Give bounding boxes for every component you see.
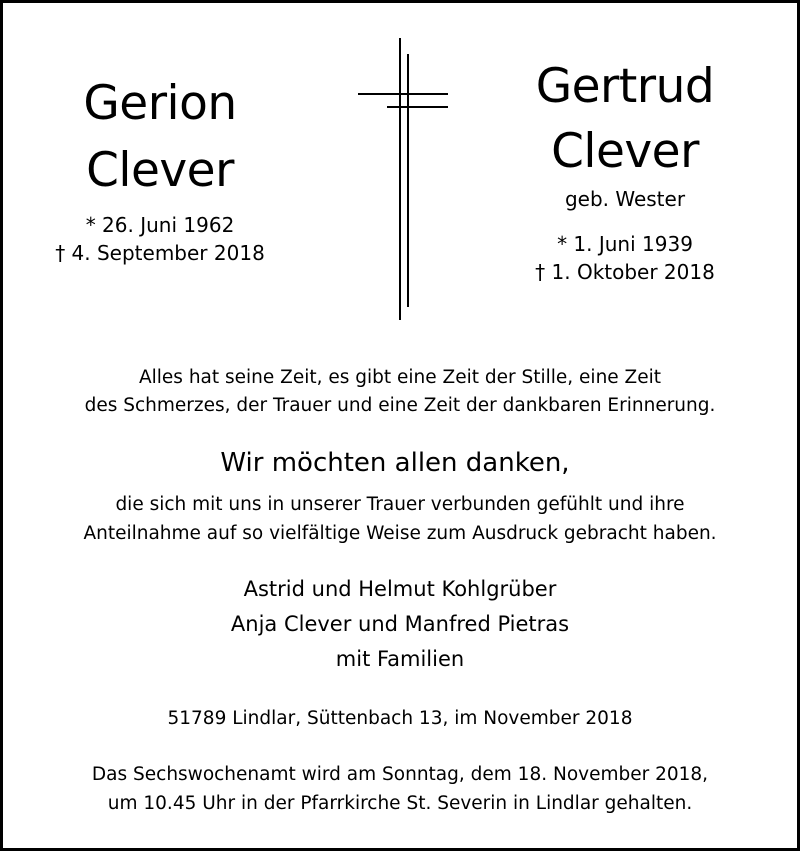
left-birth-date: * 26. Juni 1962 (85, 213, 235, 237)
family-line-1: Astrid und Helmut Kohlgrüber (243, 577, 557, 601)
service-line-1: Das Sechswochenamt wird am Sonntag, dem 18. November 2018, (91, 764, 709, 785)
quote-line-1: Alles hat seine Zeit, es gibt eine Zeit der Stille, eine Zeit (138, 367, 662, 388)
right-maiden-name: geb. Wester (564, 187, 686, 211)
family-line-3: mit Familien (335, 647, 465, 671)
thanks-line-2: Anteilnahme auf so vielfältige Weise zum Ausdruck gebracht haben. (83, 523, 717, 544)
right-last-name: Clever (551, 124, 699, 179)
left-first-name: Gerion (83, 76, 237, 131)
right-death-date: † 1. Oktober 2018 (535, 260, 715, 284)
address-line: 51789 Lindlar, Süttenbach 13, im November 2018 (167, 708, 633, 729)
service-line-2: um 10.45 Uhr in der Pfarrkirche St. Severin in Lindlar gehalten. (107, 793, 693, 814)
thanks-line-1: die sich mit uns in unserer Trauer verbunden gefühlt und ihre (115, 494, 685, 515)
right-first-name: Gertrud (535, 59, 715, 114)
family-line-2: Anja Clever und Manfred Pietras (230, 612, 570, 636)
right-birth-date: * 1. Juni 1939 (557, 232, 693, 256)
quote-line-2: des Schmerzes, der Trauer und eine Zeit der dankbaren Erinnerung. (84, 395, 716, 416)
thanks-heading: Wir möchten allen danken, (220, 448, 570, 478)
left-death-date: † 4. September 2018 (55, 241, 265, 265)
left-last-name: Clever (86, 143, 234, 198)
